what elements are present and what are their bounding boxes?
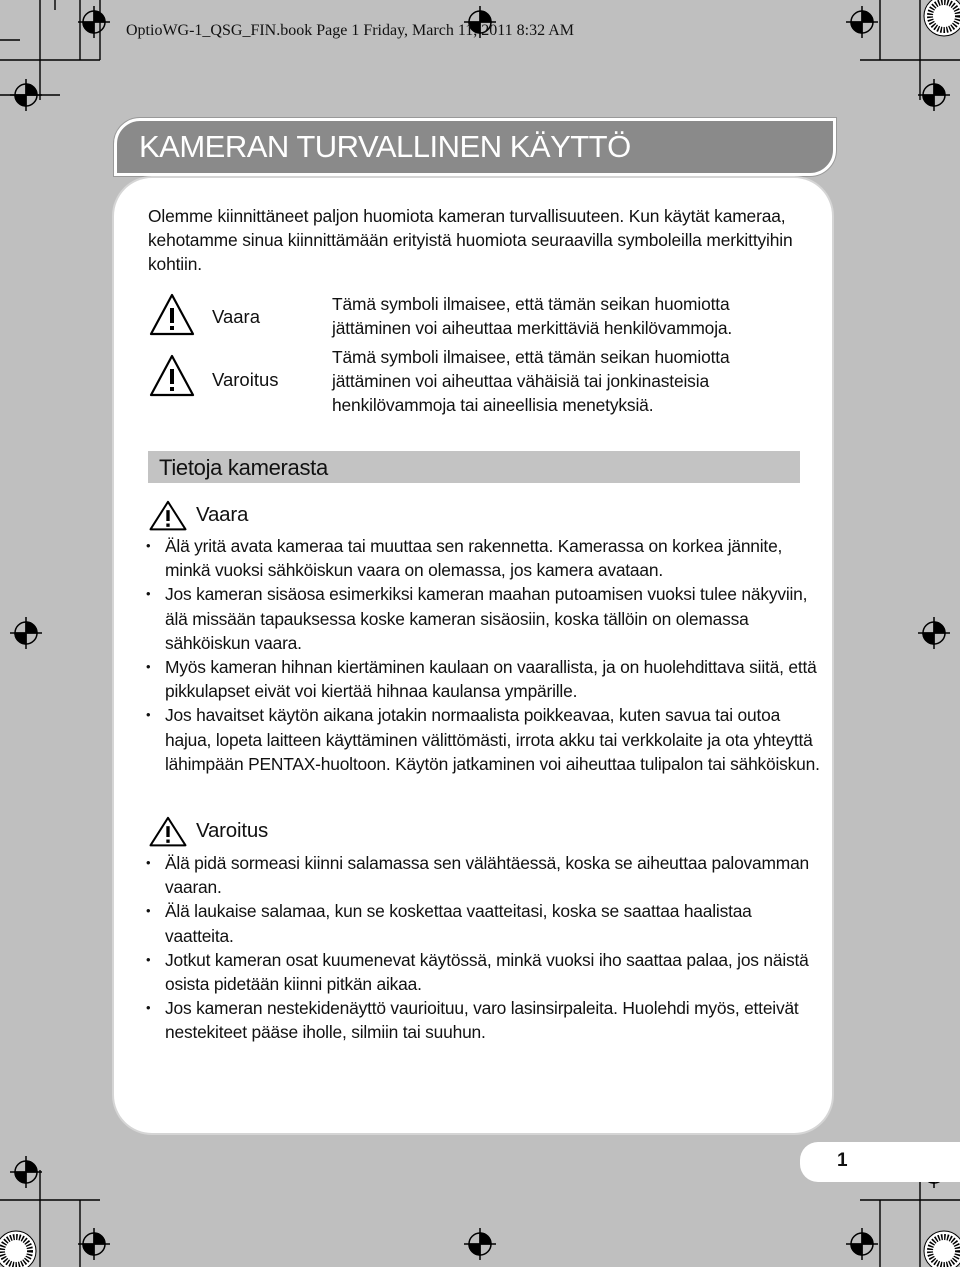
list-item: • Jos kameran sisäosa esimerkiksi kameran maahan putoamisen vuoksi tulee näkyviin, älä missään tapauksessa koske kameran sisäosiin, koska tällöin on olemassa sähköiskun vaara. [142,582,822,655]
caution-list [142,851,822,1045]
list-item: • Jos kameran nestekidenäyttö vaurioituu, varo lasinsirpaleita. Huolehdi myös, etteivät nestekiteet pääse iholle, silmiin tai suuhun. [142,996,822,1044]
intro-text: Olemme kiinnittäneet paljon huomiota kameran turvallisuuteen. Kun käytät kameraa, kehotamme sinua kiinnittämään erityistä huomiota seuraavilla symboleilla merkittyihin kohtiin. [148,206,793,274]
warning-triangle-icon [148,500,188,532]
danger-heading-label: Vaara [196,503,249,526]
warning-triangle-icon [148,816,188,848]
symbol-label: Varoitus [212,369,279,390]
section-title: Tietoja kamerasta [159,455,328,480]
list-item: • Älä pidä sormeasi kiinni salamassa sen välähtäessä, koska se aiheuttaa palovamman vaaran. [142,851,822,899]
list-item: • Jos havaitset käytön aikana jotakin normaalista poikkeavaa, kuten savua tai outoa hajua, lopeta laitteen käyttäminen välittömästi, irrota akku tai verkkolaite ja ota yhteyttä lähimpään PENTAX-huoltoon. Käytön jatkaminen voi aiheuttaa tulipalon tai sähköiskun. [142,703,822,776]
title-bar [114,118,836,176]
list-item: • Myös kameran hihnan kiertäminen kaulaan on vaarallista, ja on huolehdittava siitä, että pikkulapset eivät voi kiertää hihnaa kaulansa ympärille. [142,655,822,703]
page-number: 1 [837,1150,848,1171]
warning-triangle-icon [148,353,196,399]
section-header [148,451,800,483]
danger-list [142,534,822,776]
symbol-description: Tämä symboli ilmaisee, että tämän seikan huomiotta jättäminen voi aiheuttaa merkittäviä henkilövammoja. [332,294,733,338]
list-item: • Jotkut kameran osat kuumenevat käytössä, minkä vuoksi iho saattaa palaa, jos näistä osista pidetään kiinni pitkän aikaa. [142,948,822,996]
symbol-label: Vaara [212,306,260,327]
print-header: OptioWG-1_QSG_FIN.book Page 1 Friday, March 11, 2011 8:32 AM [126,22,574,39]
page-title: KAMERAN TURVALLINEN KÄYTTÖ [139,129,631,164]
list-item: • Älä yritä avata kameraa tai muuttaa sen rakennetta. Kamerassa on korkea jännite, minkä vuoksi sähköiskun vaara on olemassa, jos kamera avataan. [142,534,822,582]
page-number-tab [800,1142,960,1182]
list-item: • Älä laukaise salamaa, kun se koskettaa vaatteitasi, koska se saattaa haalistaa vaatteita. [142,899,822,947]
caution-heading-label: Varoitus [196,819,269,842]
warning-triangle-icon [148,292,196,338]
symbol-description: Tämä symboli ilmaisee, että tämän seikan huomiotta jättäminen voi aiheuttaa vähäisiä tai jonkinasteisia henkilövammoja tai aineellisia menetyksiä. [332,347,730,415]
